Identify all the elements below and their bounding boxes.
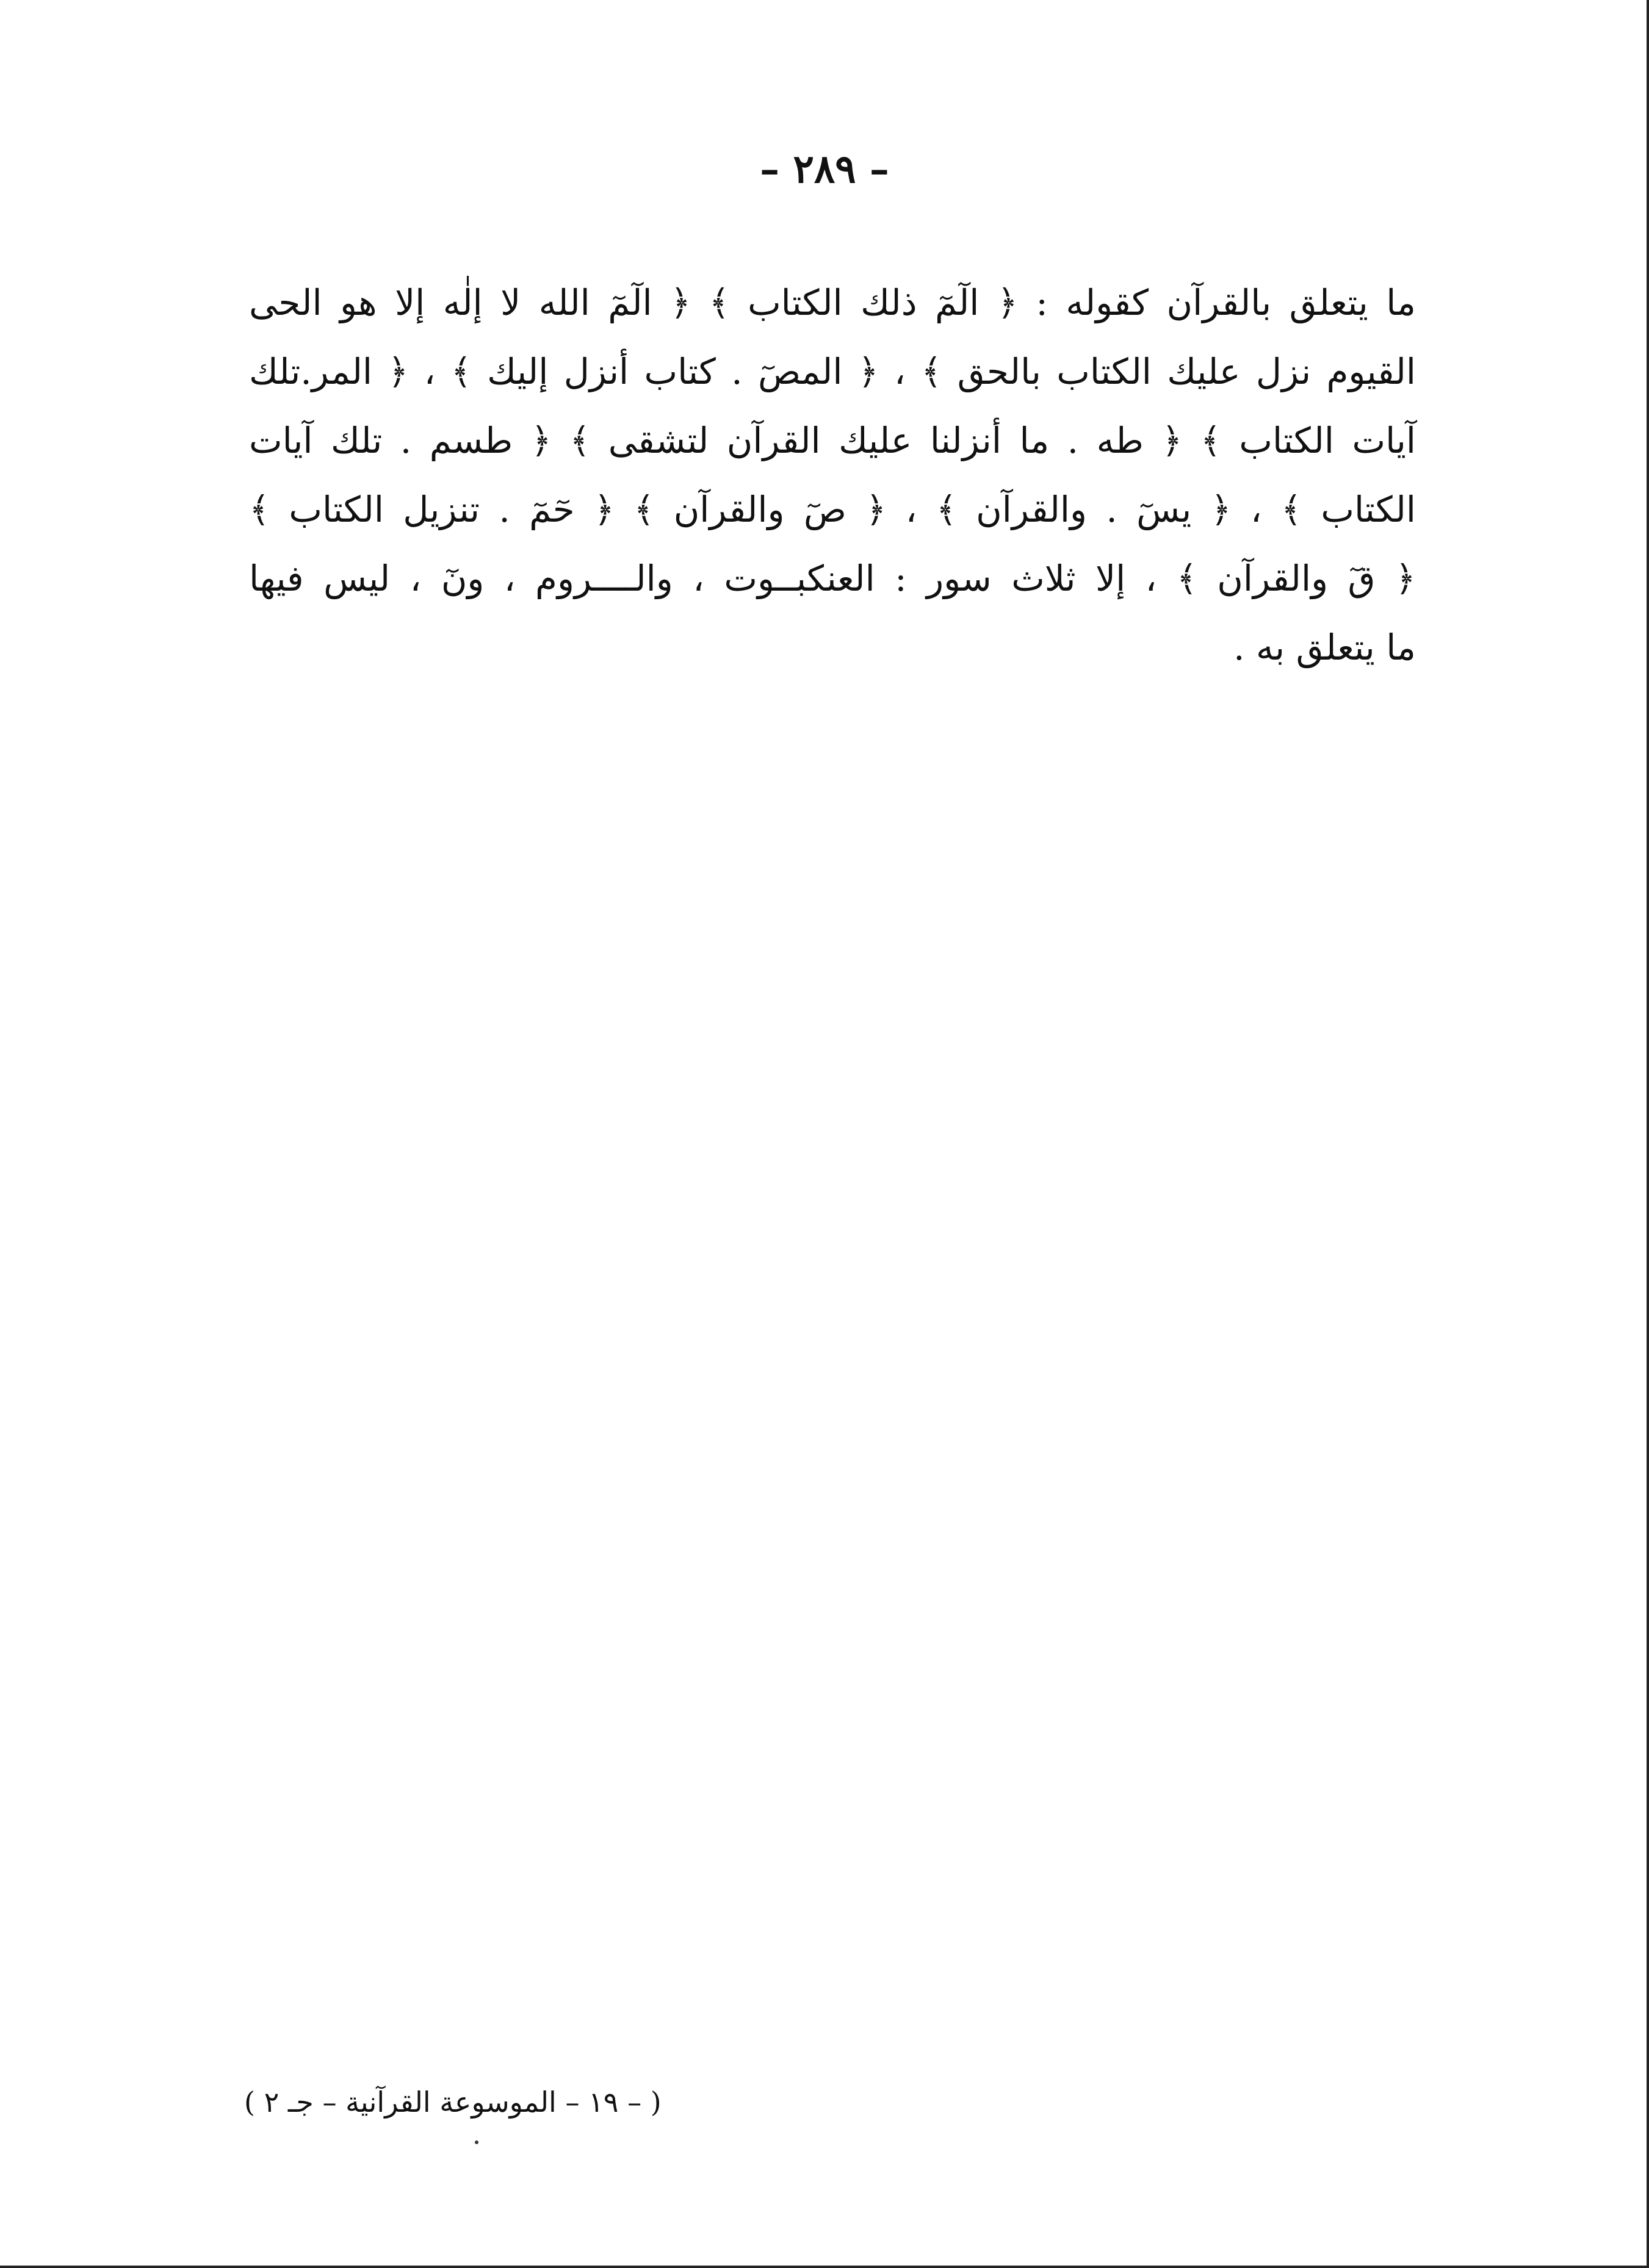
body-line: آيات الكتاب ﴾ ﴿ طه . ما أنزلنا عليك القرآن لتشقى ﴾ ﴿ طسم . تلك آيات bbox=[249, 420, 1416, 461]
footer-dot bbox=[475, 2140, 478, 2144]
footer-signature: ( – ١٩ – الموسوعة القرآنية – جـ ٢ ) bbox=[244, 2086, 662, 2119]
body-line: القيوم نزل عليك الكتاب بالحق ﴾ ، ﴿ المصٓ . كتاب أنزل إليك ﴾ ، ﴿ المر.تلك bbox=[249, 351, 1416, 392]
body-line: ما يتعلق بالقرآن كقوله : ﴿ الٓمٓ ذلك الكتاب ﴾ ﴿ الٓمٓ الله لا إلٰه إلا هو الحى bbox=[249, 282, 1416, 323]
body-line-last: ما يتعلق به . bbox=[1233, 627, 1416, 668]
page-number: – ٢٨٩ – bbox=[760, 146, 889, 192]
body-paragraph bbox=[249, 268, 1416, 682]
body-line: ﴿ قٓ والقرآن ﴾ ، إلا ثلاث سور : العنكبــوت ، والــــروم ، ونٓ ، ليس فيها bbox=[249, 558, 1416, 599]
body-line: الكتاب ﴾ ، ﴿ يسٓ . والقرآن ﴾ ، ﴿ صٓ والقرآن ﴾ ﴿ حٓمٓ . تنزيل الكتاب ﴾ bbox=[249, 489, 1416, 530]
